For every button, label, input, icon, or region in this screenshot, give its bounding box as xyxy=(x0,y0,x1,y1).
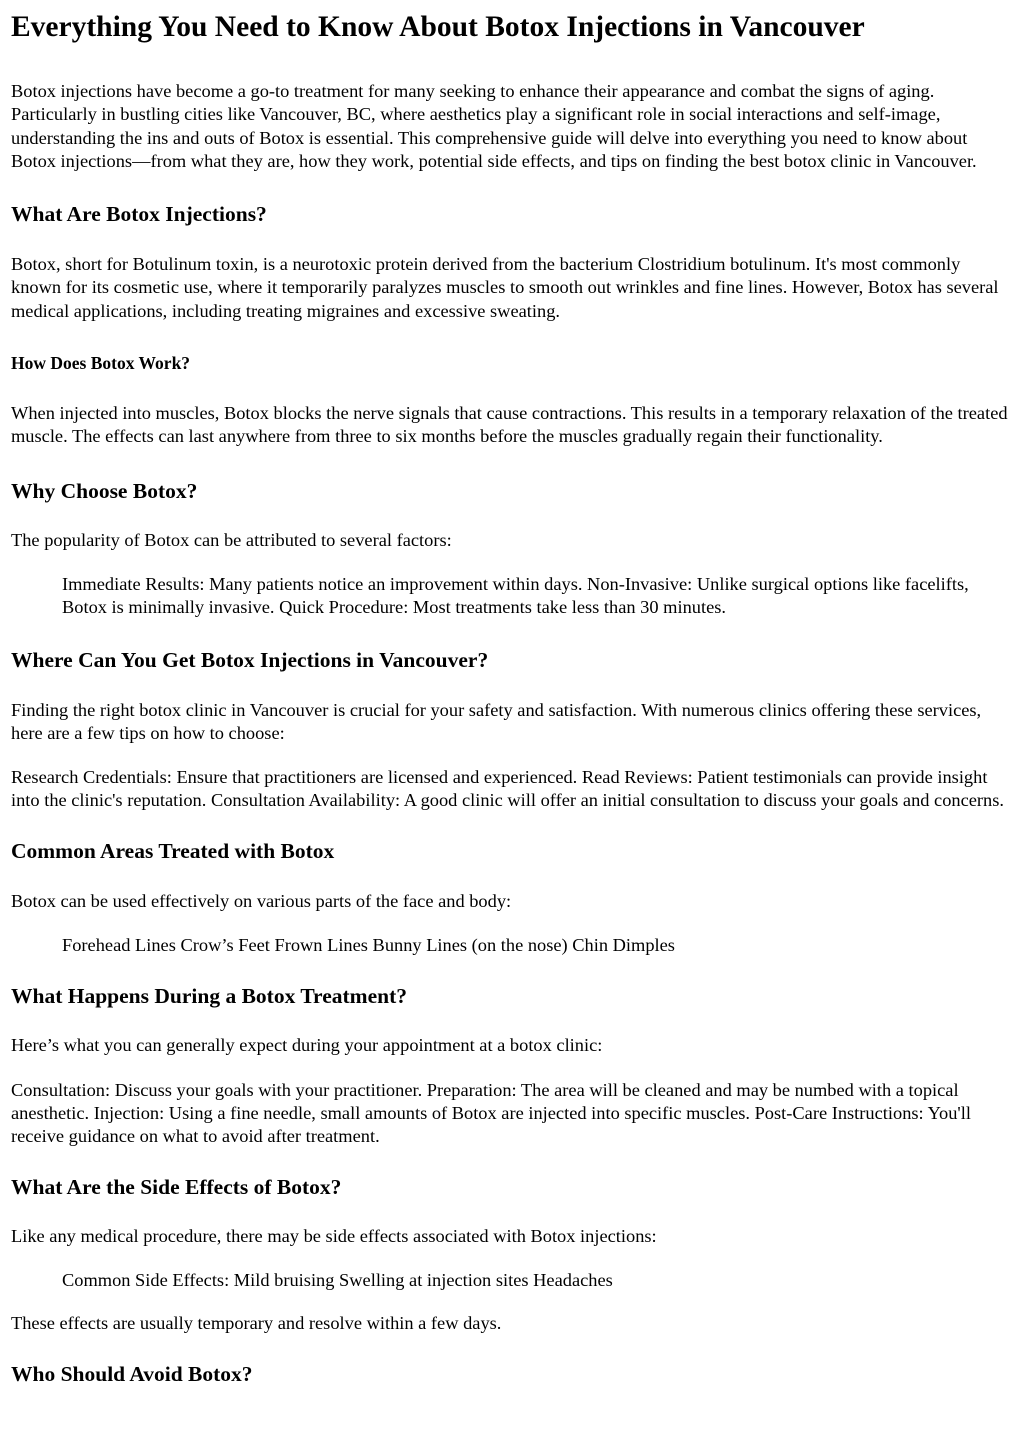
paragraph-during-treatment: Here’s what you can generally expect during your appointment at a botox clinic: xyxy=(11,1035,603,1056)
intro-paragraph: Botox injections have become a go-to treatment for many seeking to enhance their appearance and combat the signs of aging. Particularly in bustling cities like Vancouver, BC, where aesthetics play a significant role in social interactions and self-image, understanding the ins and outs of Botox is essential. This comprehensive guide will delve into everything you need to know about Botox injections—from what they are, how they work, potential side effects, and tips on finding the best botox clinic in Vancouver. xyxy=(11,81,977,171)
paragraph-how-botox-works: When injected into muscles, Botox blocks the nerve signals that cause contractions. This results in a temporary relaxation of the treated muscle. The effects can last anywhere from three to six months before the muscles gradually regain their functionality. xyxy=(11,403,1008,447)
paragraph-what-are-botox: Botox, short for Botulinum toxin, is a neurotoxic protein derived from the bacterium Clostridium botulinum. It's most commonly known for its cosmetic use, where it temporarily paralyzes muscles to smooth out wrinkles and fine lines. However, Botox has several medical applications, including treating migraines and excessive sweating. xyxy=(11,254,999,321)
quote-benefits: Immediate Results: Many patients notice an improvement within days. Non-Invasive: Unlike surgical options like facelifts, Botox is minimally invasive. Quick Procedure: Most treatments take less than 30 minutes. xyxy=(62,573,969,618)
heading-common-areas: Common Areas Treated with Botox xyxy=(11,838,335,863)
paragraph-treatment-steps: Consultation: Discuss your goals with your practitioner. Preparation: The area will be cleaned and may be numbed with a topical anesthetic. Injection: Using a fine needle, small amounts of Botox are injected into specific muscles. Post-Care Instructions: You'll receive guidance on what to avoid after treatment. xyxy=(11,1079,971,1147)
paragraph-clinic-tips: Research Credentials: Ensure that practitioners are licensed and experienced. Read Reviews: Patient testimonials can provide insight into the clinic's reputation. Consultation Availability: A good clinic will offer an initial consultation to discuss your goals and concerns. xyxy=(11,767,1005,811)
heading-who-should-avoid: Who Should Avoid Botox? xyxy=(11,1362,253,1387)
paragraph-side-effects-note: These effects are usually temporary and resolve within a few days. xyxy=(11,1313,502,1334)
article xyxy=(0,10,1024,1388)
paragraph-side-effects: Like any medical procedure, there may be side effects associated with Botox injections: xyxy=(11,1225,657,1246)
heading-why-choose-botox: Why Choose Botox? xyxy=(11,478,198,503)
heading-where-to-get: Where Can You Get Botox Injections in Vancouver? xyxy=(11,647,489,672)
heading-how-botox-works: How Does Botox Work? xyxy=(11,353,191,374)
page-title: Everything You Need to Know About Botox Injections in Vancouver xyxy=(11,11,865,43)
paragraph-where-to-get: Finding the right botox clinic in Vancouver is crucial for your safety and satisfaction. With numerous clinics offering these services, here are a few tips on how to choose: xyxy=(11,699,982,743)
paragraph-why-choose-botox: The popularity of Botox can be attributed to several factors: xyxy=(11,529,452,550)
heading-what-are-botox: What Are Botox Injections? xyxy=(11,202,267,227)
heading-during-treatment: What Happens During a Botox Treatment? xyxy=(11,984,407,1009)
quote-treated-areas: Forehead Lines Crow’s Feet Frown Lines Bunny Lines (on the nose) Chin Dimples xyxy=(62,935,675,956)
quote-side-effects: Common Side Effects: Mild bruising Swelling at injection sites Headaches xyxy=(62,1269,613,1290)
paragraph-common-areas: Botox can be used effectively on various parts of the face and body: xyxy=(11,890,512,911)
heading-side-effects: What Are the Side Effects of Botox? xyxy=(11,1174,342,1199)
